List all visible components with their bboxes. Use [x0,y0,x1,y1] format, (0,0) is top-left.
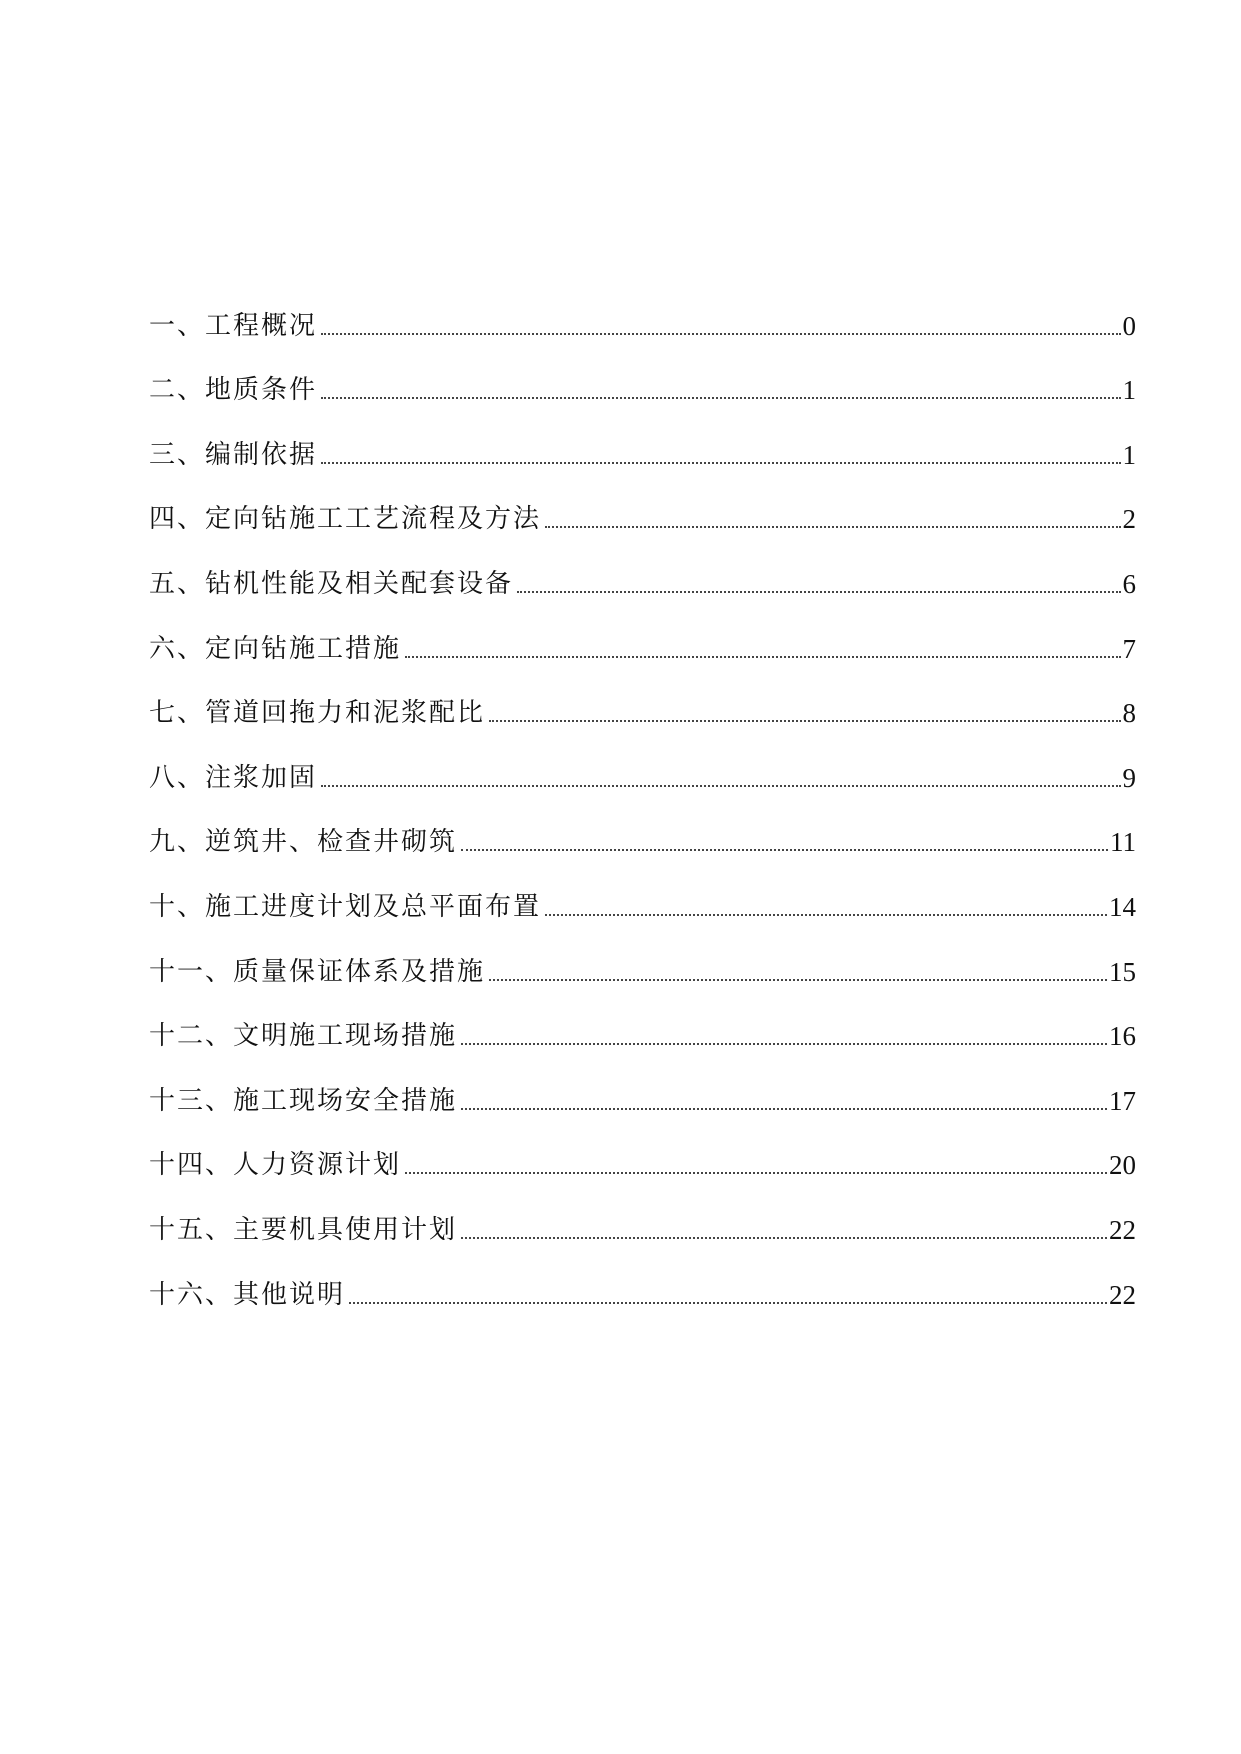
toc-dot-leader [405,656,1120,658]
toc-dot-leader [489,720,1120,722]
toc-entry[interactable] [149,932,1136,997]
toc-entry-page: 8 [1122,698,1136,729]
toc-dot-leader [321,397,1120,399]
toc-entry-title: 十六、其他说明 [149,1279,346,1310]
toc-entry-title: 二、地质条件 [149,375,318,406]
toc-entry-page: 9 [1122,762,1136,793]
toc-entry-title: 五、钻机性能及相关配套设备 [149,568,514,599]
toc-entry-title: 十、施工进度计划及总平面布置 [149,891,542,922]
toc-entry[interactable] [149,415,1136,480]
toc-entry-title: 十三、施工现场安全措施 [149,1085,458,1116]
toc-entry[interactable] [149,480,1136,545]
toc-dot-leader [461,1108,1107,1110]
toc-entry[interactable] [149,803,1136,868]
toc-entry-page: 16 [1109,1021,1136,1052]
toc-entry-page: 1 [1122,439,1136,470]
toc-entry-page: 15 [1109,956,1136,987]
toc-entry-title: 三、编制依据 [149,439,318,470]
toc-dot-leader [489,979,1107,981]
toc-entry-title: 九、逆筑井、检查井砌筑 [149,827,458,858]
toc-entry-page: 2 [1122,504,1136,535]
table-of-contents [149,286,1136,1320]
toc-entry[interactable] [149,1126,1136,1191]
toc-dot-leader [461,849,1108,851]
toc-entry-page: 1 [1122,375,1136,406]
toc-dot-leader [321,462,1120,464]
toc-entry[interactable] [149,738,1136,803]
toc-entry-page: 22 [1109,1214,1136,1245]
toc-entry-title: 七、管道回拖力和泥浆配比 [149,698,486,729]
toc-dot-leader [461,1043,1107,1045]
toc-entry[interactable] [149,1061,1136,1126]
toc-entry-page: 20 [1109,1150,1136,1181]
toc-dot-leader [461,1237,1107,1239]
toc-entry-page: 0 [1122,310,1136,341]
toc-dot-leader [405,1172,1107,1174]
toc-entry[interactable] [149,997,1136,1062]
toc-dot-leader [321,785,1120,787]
toc-entry[interactable] [149,674,1136,739]
toc-entry-page: 17 [1109,1085,1136,1116]
toc-entry[interactable] [149,544,1136,609]
toc-entry[interactable] [149,1190,1136,1255]
toc-dot-leader [349,1302,1107,1304]
toc-entry-title: 十一、质量保证体系及措施 [149,956,486,987]
toc-entry-page: 22 [1109,1279,1136,1310]
toc-entry[interactable] [149,286,1136,351]
toc-entry-title: 八、注浆加固 [149,762,318,793]
toc-entry-title: 四、定向钻施工工艺流程及方法 [149,504,542,535]
toc-entry-page: 6 [1122,568,1136,599]
toc-dot-leader [517,591,1120,593]
toc-entry-title: 十二、文明施工现场措施 [149,1021,458,1052]
toc-entry-page: 7 [1122,633,1136,664]
toc-dot-leader [545,914,1107,916]
toc-entry[interactable] [149,609,1136,674]
toc-entry-page: 14 [1109,891,1136,922]
toc-entry-title: 六、定向钻施工措施 [149,633,402,664]
toc-entry-page: 11 [1110,827,1136,858]
toc-entry[interactable] [149,351,1136,416]
toc-dot-leader [545,526,1120,528]
toc-dot-leader [321,333,1120,335]
toc-entry[interactable] [149,867,1136,932]
toc-entry-title: 十四、人力资源计划 [149,1150,402,1181]
toc-entry[interactable] [149,1255,1136,1320]
toc-entry-title: 十五、主要机具使用计划 [149,1214,458,1245]
toc-entry-title: 一、工程概况 [149,310,318,341]
